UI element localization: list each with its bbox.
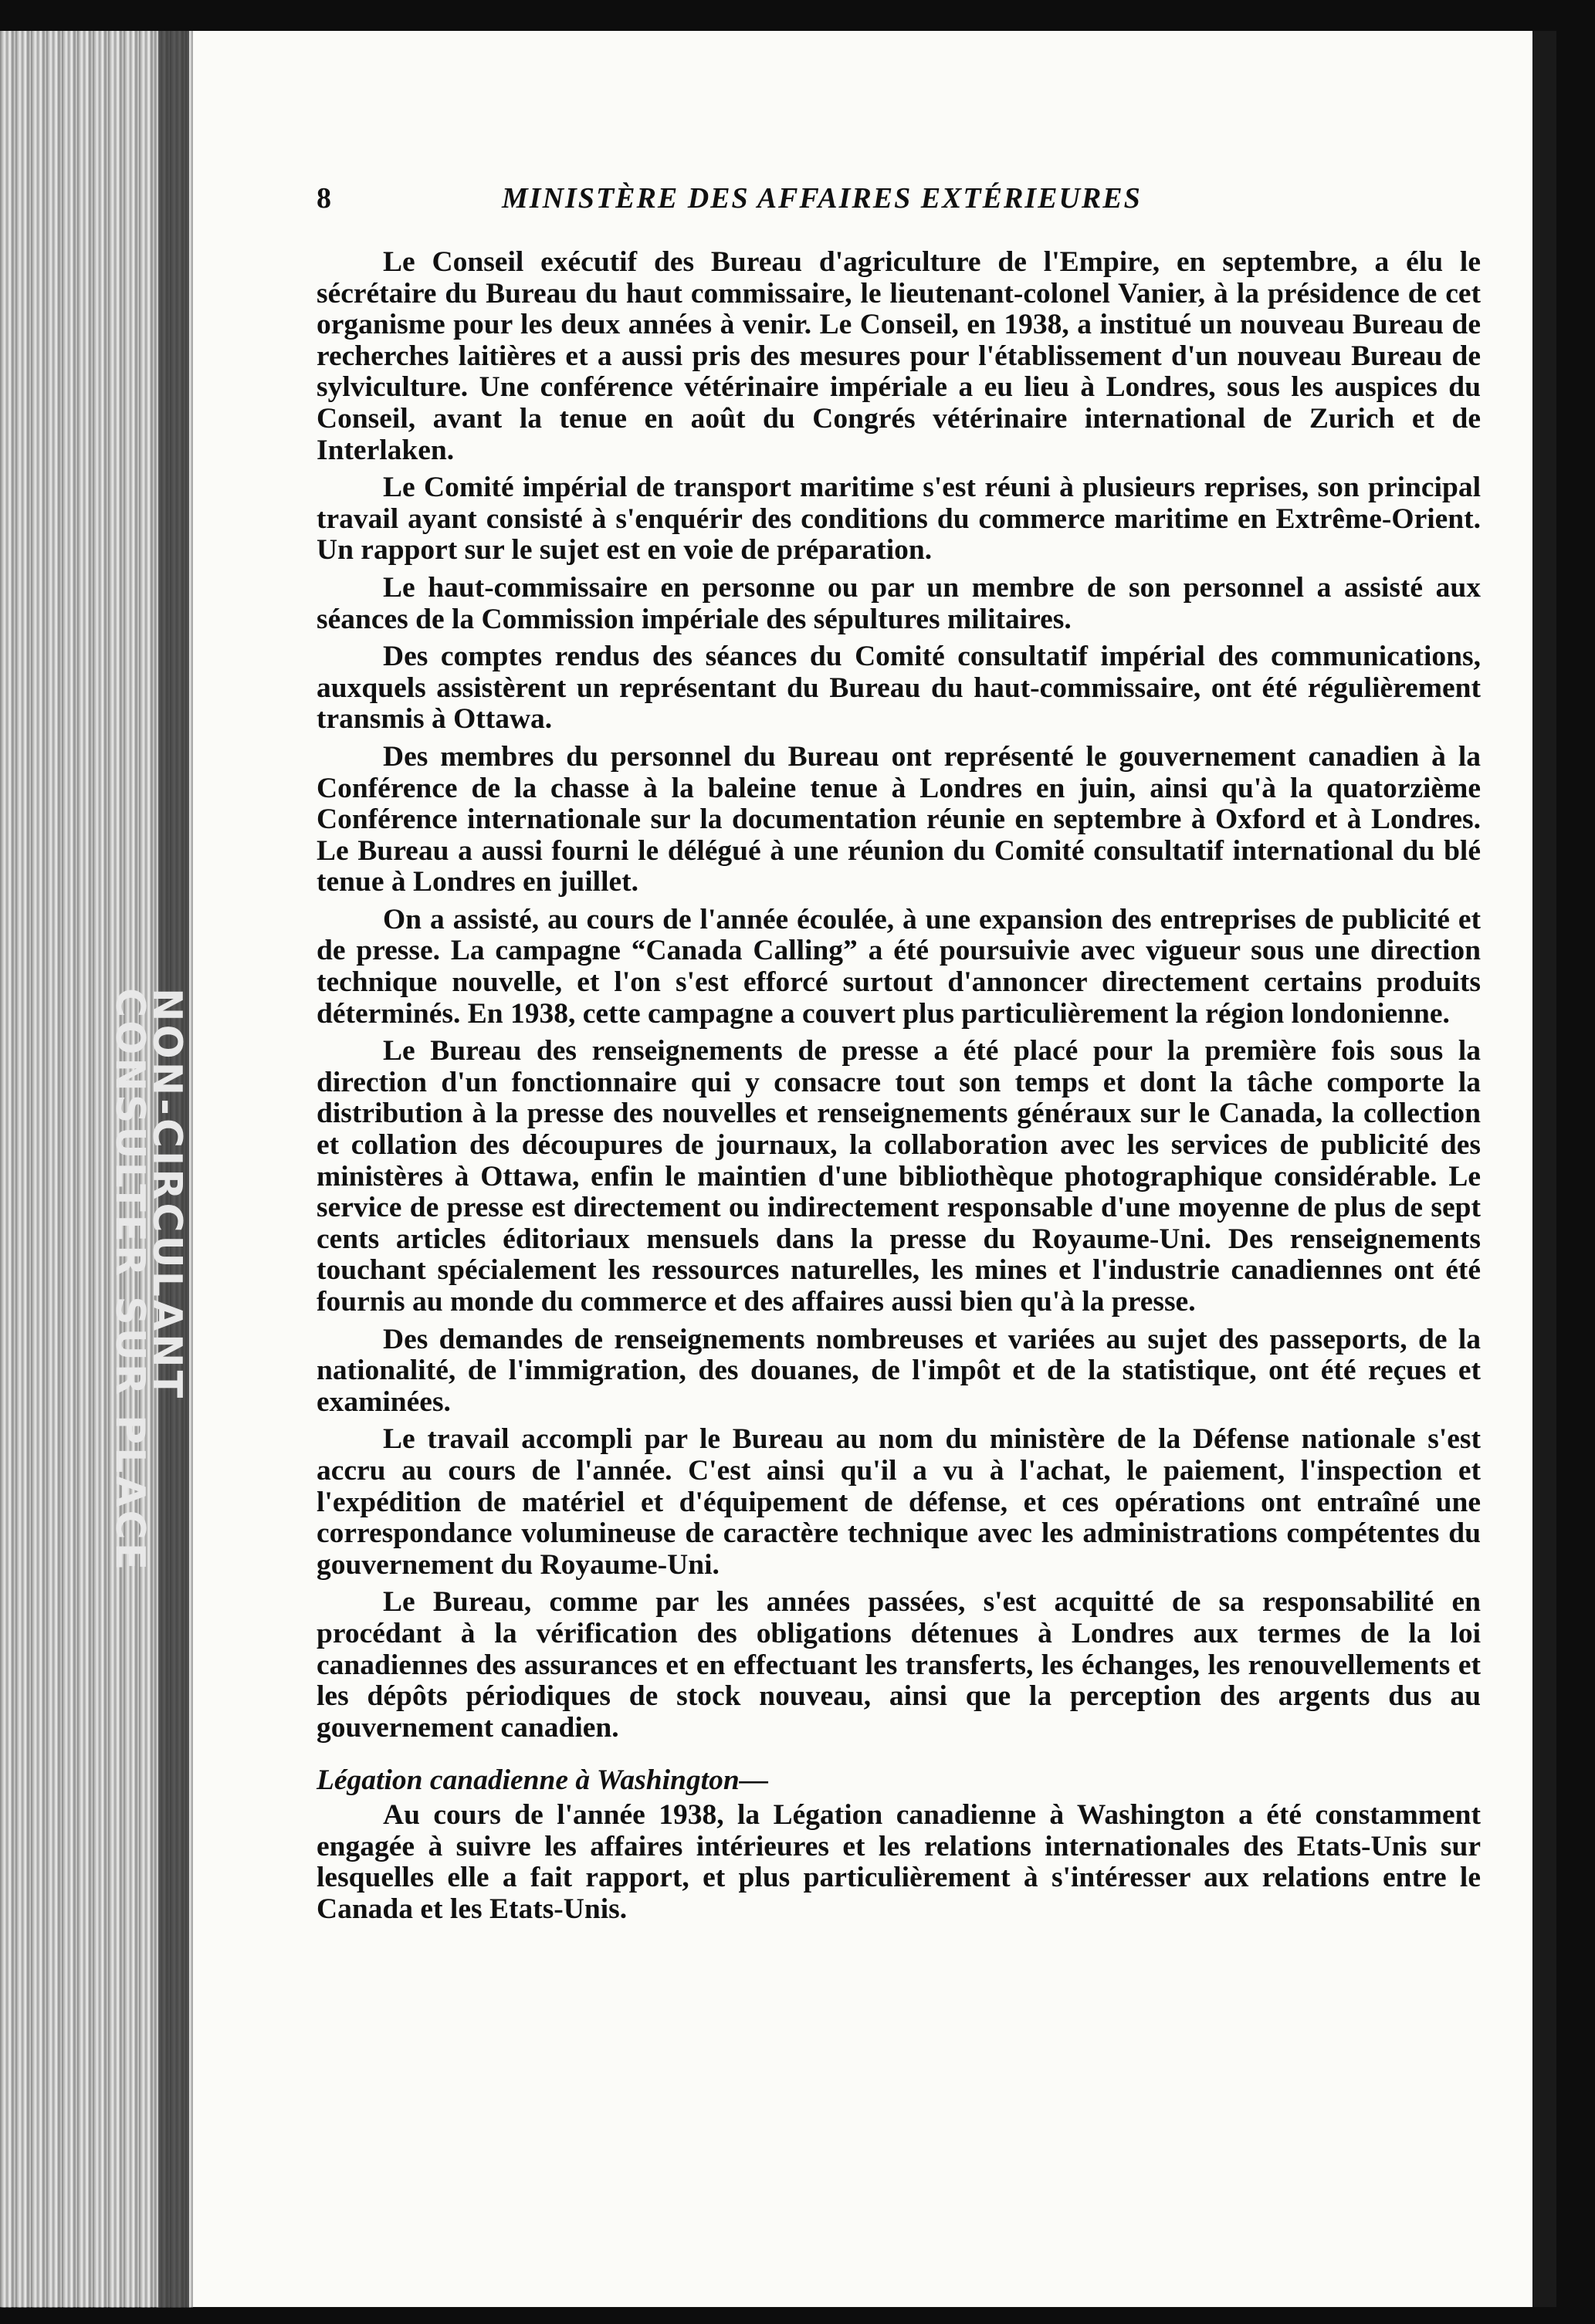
- paragraph-final: Au cours de l'année 1938, la Légation canadienne à Washington a été constamment engagée à suivre les affaires intérieures et les relations internationales des Etats-Unis sur lesquelles elle a fait rapport, et plus particulièrement à s'intéresser aux relations entre le Canada et les Etats-Unis.: [317, 1798, 1481, 1925]
- scan-border-right-inner: [1532, 31, 1556, 2316]
- paragraph-10: Le Bureau, comme par les années passées, s'est acquitté de sa responsabilité en procédant à la vérification des obligations détenues à Londres aux termes de la loi canadiennes des assurances et en effectuant les transferts, les échanges, les renouvellements et les dépôts périodiques de stock nouveau, ainsi que la perception des argents dus au gouvernement canadien.: [317, 1586, 1481, 1744]
- paragraph-2: Le Comité impérial de transport maritime s'est réuni à plusieurs reprises, son principal travail ayant consisté à s'enquérir des conditions du commerce maritime en Extrême-Orient. Un rapport sur le sujet est en voie de préparation.: [317, 472, 1481, 567]
- scan-border-top: [0, 0, 1595, 31]
- stamp-line-2: CONSULTER SUR PLACE: [107, 988, 153, 1574]
- stamp-line-1: NON-CIRCULANT: [144, 988, 190, 1402]
- page-header: [317, 181, 1513, 228]
- paragraph-5: Des membres du personnel du Bureau ont représenté le gouvernement canadien à la Conférence de la chasse à la baleine tenue à Londres en juin, ainsi qu'à la quatorzième Conférence internationale sur la documentation réunie en septembre à Oxford et à Londres. Le Bureau a aussi fourni le délégué à une réunion du Comité consultatif international du blé tenue à Londres en juillet.: [317, 740, 1481, 898]
- paragraph-6: On a assisté, au cours de l'année écoulée, à une expansion des entreprises de publicité et de presse. La campagne “Canada Calling” a été poursuivie avec vigueur sous une direction technique nouvelle, et l'on s'est efforcé surtout d'annoncer directement certains produits déterminés. En 1938, cette campagne a couvert plus particulièrement la région londonienne.: [317, 903, 1481, 1030]
- library-stamp: [107, 988, 190, 1683]
- scan-border-bottom: [0, 2307, 1595, 2324]
- body-text: [317, 247, 1481, 1931]
- paragraph-8: Des demandes de renseignements nombreuses et variées au sujet des passeports, de la nationalité, de l'immigration, des douanes, de l'impôt et de la statistique, ont été reçues et examinées.: [317, 1323, 1481, 1418]
- paragraph-9: Le travail accompli par le Bureau au nom du ministère de la Défense nationale s'est accru au cours de l'année. C'est ainsi qu'il a vu à l'achat, le paiement, l'inspection et l'expédition de matériel et d'équipement de défense, et ces opérations ont entraîné une correspondance volumineuse de caractère technique avec les administrations compétentes du gouvernement du Royaume-Uni.: [317, 1423, 1481, 1581]
- running-title: MINISTÈRE DES AFFAIRES EXTÉRIEURES: [502, 182, 1142, 215]
- page-number: 8: [317, 182, 331, 215]
- paragraph-7: Le Bureau des renseignements de presse a été placé pour la première fois sous la direction d'un fonctionnaire qui y consacre tout son temps et dont la tâche comporte la distribution à la presse des nouvelles et renseignements généraux sur le Canada, la collection et collation des découpures de journaux, la collaboration avec les services de publicité des ministères à Ottawa, enfin le maintien d'une bibliothèque photographique considérable. Le service de presse est directement ou indirectement responsable d'une moyenne de plus de sept cents articles éditoriaux mensuels dans la presse du Royaume-Uni. Des renseignements touchant spécialement les ressources naturelles, les mines et l'industrie canadiennes ont été fournis au monde du commerce et des affaires aussi bien qu'à la presse.: [317, 1035, 1481, 1318]
- section-subheading: Légation canadienne à Washington—: [317, 1764, 769, 1797]
- paragraph-3: Le haut-commissaire en personne ou par un membre de son personnel a assisté aux séances de la Commission impériale des sépultures militaires.: [317, 571, 1481, 635]
- scan-border-right: [1556, 0, 1595, 2324]
- paragraph-4: Des comptes rendus des séances du Comité consultatif impérial des communications, auxquels assistèrent un représentant du Bureau du haut-commissaire, ont été régulièrement transmis à Ottawa.: [317, 641, 1481, 736]
- paragraph-1: Le Conseil exécutif des Bureau d'agriculture de l'Empire, en septembre, a élu le sécrétaire du Bureau du haut commissaire, le lieutenant-colonel Vanier, à la présidence de cet organisme pour les deux années à venir. Le Conseil, en 1938, a institué un nouveau Bureau de recherches laitières et a aussi pris des mesures pour l'établissement d'un nouveau Bureau de sylviculture. Une conférence vétérinaire impériale a eu lieu à Londres, sous les auspices du Conseil, avant la tenue en août du Congrés vétérinaire international de Zurich et de Interlaken.: [317, 246, 1481, 466]
